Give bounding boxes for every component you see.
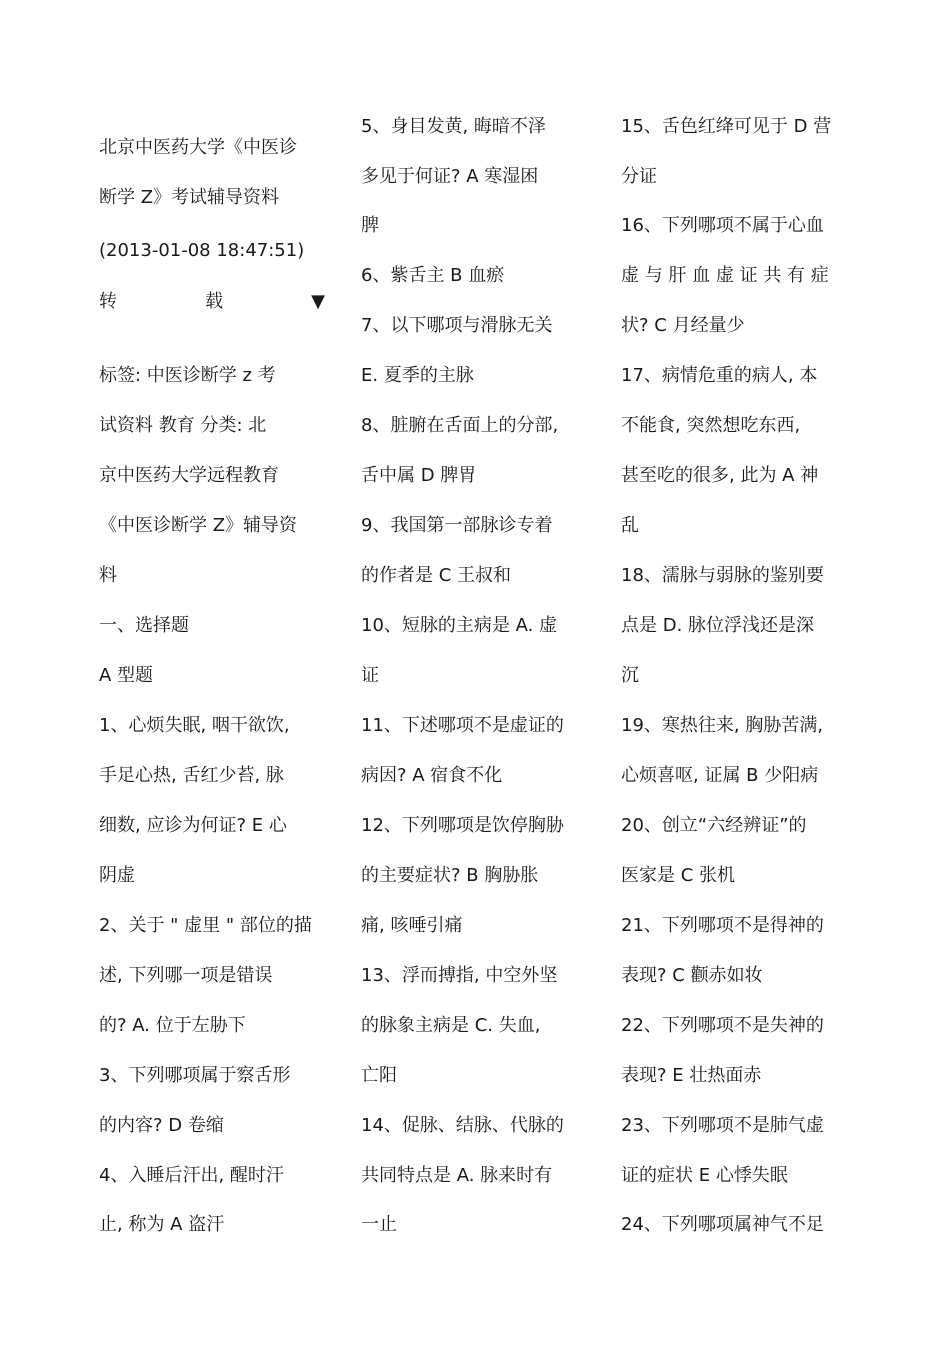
text-line: 13、浮而搏指, 中空外坚 <box>361 965 558 986</box>
text-line: 12、下列哪项是饮停胸胁 <box>361 815 564 836</box>
text-line: 一止 <box>361 1214 397 1235</box>
text-line: 沉 <box>621 665 639 686</box>
text-line: 的? A. 位于左胁下 <box>99 1015 246 1036</box>
text-line: 5、身目发黄, 晦暗不泽 <box>361 116 546 137</box>
text-line: 19、寒热往来, 胸胁苦满, <box>621 715 824 736</box>
text-line: 《中医诊断学 Z》辅导资 <box>99 515 298 536</box>
text-line: 痛, 咳唾引痛 <box>361 915 463 936</box>
text-line: 北京中医药大学《中医诊 <box>99 137 297 158</box>
text-line: 15、舌色红绛可见于 D 营 <box>621 116 832 137</box>
text-line: 8、脏腑在舌面上的分部, <box>361 415 559 436</box>
text-line: 表现? E 壮热面赤 <box>621 1065 762 1086</box>
dropdown-triangle-icon[interactable]: ▼ <box>311 291 325 312</box>
repost-label-2: 载 <box>205 291 224 312</box>
text-line: 21、下列哪项不是得神的 <box>621 915 824 936</box>
text-line: 22、下列哪项不是失神的 <box>621 1015 824 1036</box>
text-line: 的主要症状? B 胸胁胀 <box>361 865 539 886</box>
text-line: 16、下列哪项不属于心血 <box>621 215 824 236</box>
text-line: 断学 Z》考试辅导资料 <box>99 187 280 208</box>
repost-line <box>99 290 325 314</box>
text-line: 分证 <box>621 166 657 187</box>
text-line: 细数, 应诊为何证? E 心 <box>99 815 287 836</box>
text-line: 23、下列哪项不是肺气虚 <box>621 1115 824 1136</box>
text-line: 14、促脉、结脉、代脉的 <box>361 1115 564 1136</box>
text-line: 止, 称为 A 盗汗 <box>99 1214 225 1235</box>
text-line: 1、心烦失眠, 咽干欲饮, <box>99 715 290 736</box>
text-line: 料 <box>99 565 117 586</box>
text-line: 试资料 教育 分类: 北 <box>99 415 267 436</box>
text-line: 病因? A 宿食不化 <box>361 765 503 786</box>
section-heading: 一、选择题 <box>99 615 189 636</box>
text-line: 心烦喜呕, 证属 B 少阳病 <box>621 765 819 786</box>
text-line: 虚 与 肝 血 虚 证 共 有 症 <box>621 265 829 286</box>
text-line: 9、我国第一部脉诊专着 <box>361 515 553 536</box>
text-line: 手足心热, 舌红少苔, 脉 <box>99 765 284 786</box>
text-line: 证 <box>361 665 379 686</box>
text-line: 24、下列哪项属神气不足 <box>621 1214 824 1235</box>
text-line: 2、关于 " 虚里 " 部位的描 <box>99 915 312 936</box>
text-line: 状? C 月经量少 <box>621 315 745 336</box>
text-line: 共同特点是 A. 脉来时有 <box>361 1165 553 1186</box>
text-line: 表现? C 颧赤如妆 <box>621 965 763 986</box>
text-line: 多见于何证? A 寒湿困 <box>361 166 539 187</box>
text-line: 的作者是 C 王叔和 <box>361 565 512 586</box>
text-line: 4、入睡后汗出, 醒时汗 <box>99 1165 284 1186</box>
text-line: 的内容? D 卷缩 <box>99 1115 224 1136</box>
text-line: 20、创立“六经辨证”的 <box>621 815 807 836</box>
text-line: 乱 <box>621 515 639 536</box>
text-line: 18、濡脉与弱脉的鉴别要 <box>621 565 824 586</box>
text-line: (2013-01-08 18:47:51) <box>99 240 305 261</box>
text-line: 证的症状 E 心悸失眠 <box>621 1165 788 1186</box>
text-line: 亡阳 <box>361 1065 397 1086</box>
text-line: 3、下列哪项属于察舌形 <box>99 1065 291 1086</box>
text-line: 标签: 中医诊断学 z 考 <box>99 365 276 386</box>
text-line: 点是 D. 脉位浮浅还是深 <box>621 615 815 636</box>
text-line: 京中医药大学远程教育 <box>99 465 279 486</box>
text-line: 的脉象主病是 C. 失血, <box>361 1015 541 1036</box>
text-line: E. 夏季的主脉 <box>361 365 474 386</box>
repost-label-1: 转 <box>99 291 117 312</box>
text-line: 10、短脉的主病是 A. 虚 <box>361 615 558 636</box>
text-line: 不能食, 突然想吃东西, <box>621 415 801 436</box>
subsection-heading: A 型题 <box>99 665 154 686</box>
text-line: 舌中属 D 脾胃 <box>361 465 477 486</box>
text-line: 阴虚 <box>99 865 135 886</box>
text-line: 6、紫舌主 B 血瘀 <box>361 265 505 286</box>
text-line: 述, 下列哪一项是错误 <box>99 965 273 986</box>
text-line: 甚至吃的很多, 此为 A 神 <box>621 465 819 486</box>
text-line: 脾 <box>361 215 379 236</box>
text-line: 医家是 C 张机 <box>621 865 736 886</box>
text-line: 7、以下哪项与滑脉无关 <box>361 315 553 336</box>
text-line: 11、下述哪项不是虚证的 <box>361 715 564 736</box>
text-line: 17、病情危重的病人, 本 <box>621 365 818 386</box>
